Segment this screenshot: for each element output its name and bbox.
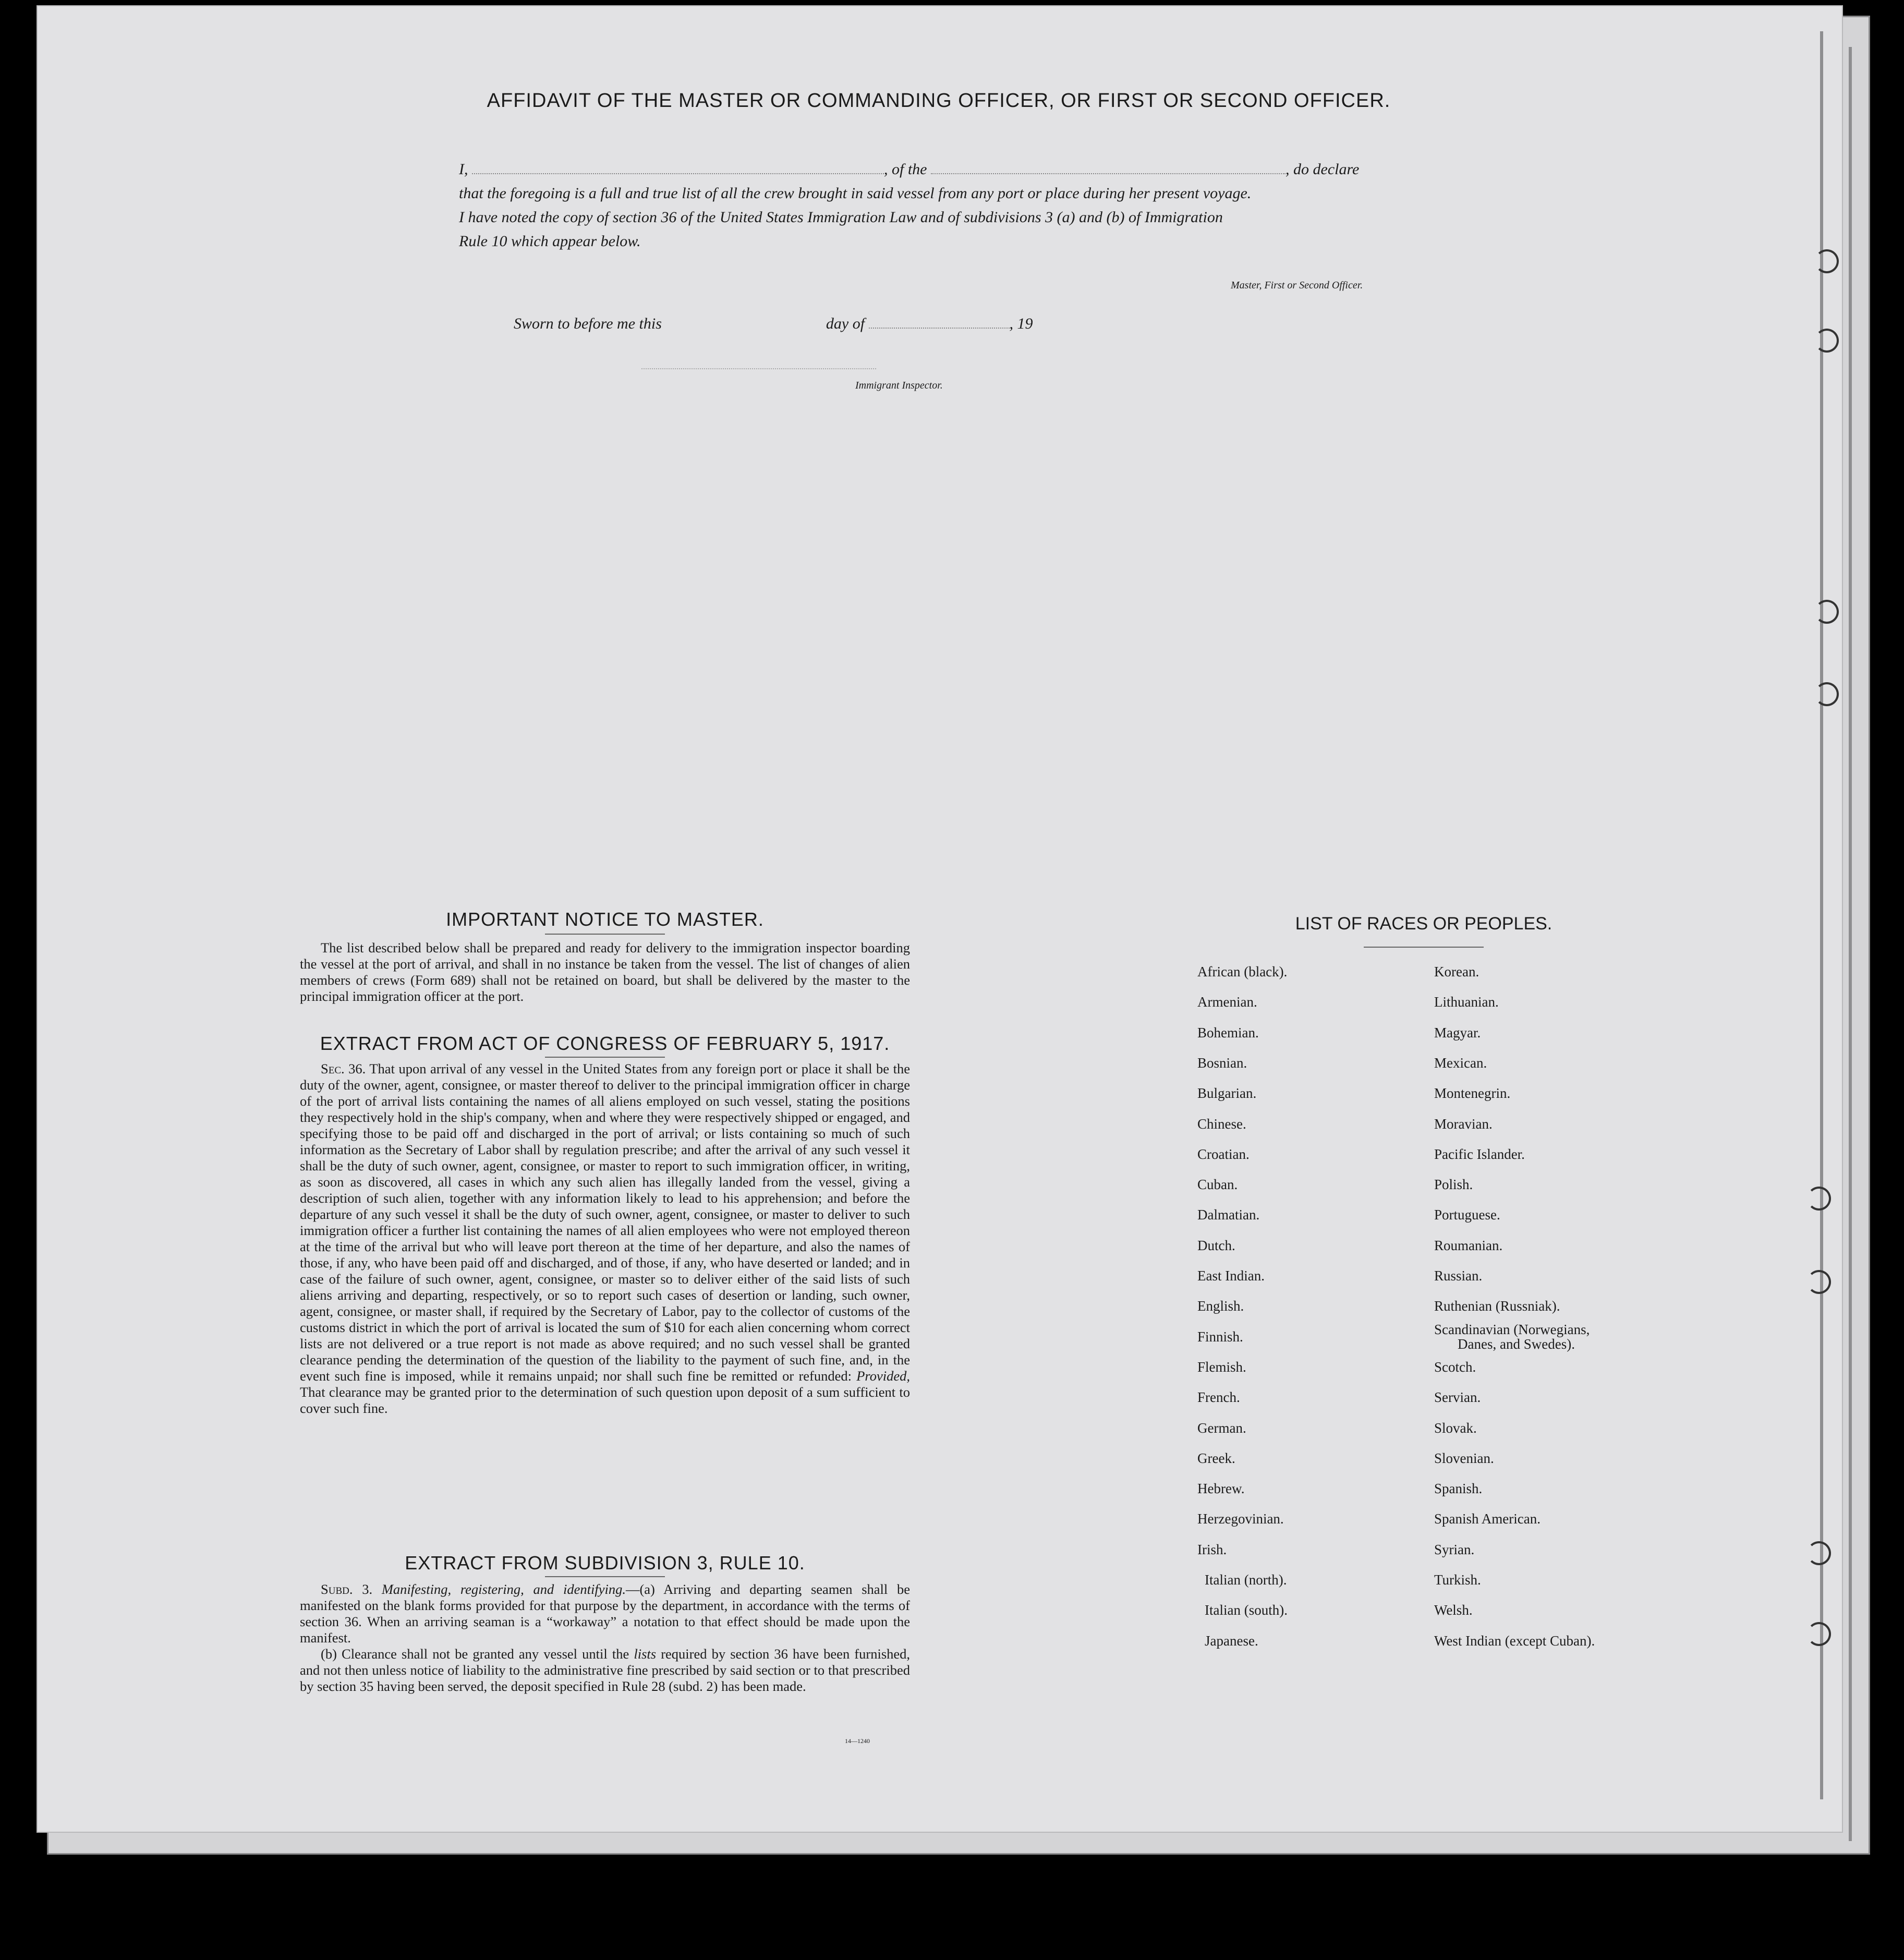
races-title: LIST OF RACES OR PEOPLES. [1295, 914, 1553, 934]
race-item: Bosnian. [1197, 1055, 1247, 1071]
rule-extract-section [300, 1552, 911, 1745]
binder-hole-icon [1807, 1541, 1831, 1565]
binder-hole-icon [1815, 329, 1839, 353]
sworn-line [514, 312, 1139, 336]
race-item: Roumanian. [1434, 1238, 1503, 1253]
race-item: East Indian. [1197, 1268, 1265, 1284]
proviso-label: Provided, [856, 1368, 910, 1384]
para-a-text: —(a) Arriving and departing seamen shall be manifested on the blank forms provided for that purpose by the department, in accordance with the terms of section 36. When an arriving seaman is a “workaway” a notation to that effect should be made upon the manifest. [300, 1581, 910, 1646]
race-item: Herzegovinian. [1197, 1511, 1284, 1527]
race-item: Spanish American. [1434, 1511, 1541, 1527]
rule-para-b [300, 1646, 910, 1695]
race-item: Cuban. [1197, 1177, 1238, 1192]
inspector-signature-blank [641, 368, 876, 369]
race-item: Italian (south). [1205, 1602, 1288, 1618]
race-item: Servian. [1434, 1389, 1481, 1405]
signature-caption: Master, First or Second Officer. [1231, 280, 1363, 291]
rule-extract-title: EXTRACT FROM SUBDIVISION 3, RULE 10. [405, 1552, 805, 1574]
race-item: Italian (north). [1205, 1572, 1287, 1588]
race-item: Dutch. [1197, 1238, 1235, 1253]
subdivision-heading: Manifesting, registering, and identifying. [381, 1581, 626, 1597]
race-item: Welsh. [1434, 1602, 1473, 1618]
divider [545, 1576, 665, 1577]
race-item: Scandinavian (Norwegians, [1434, 1322, 1590, 1337]
form-number: 14—1240 [845, 1737, 870, 1745]
race-item: Mexican. [1434, 1055, 1487, 1071]
binder-hole-icon [1807, 1622, 1831, 1646]
race-item: Ruthenian (Russniak). [1434, 1298, 1560, 1314]
inspector-caption: Immigrant Inspector. [855, 380, 943, 391]
section-label: Sec. 36. [321, 1061, 366, 1076]
vessel-blank [931, 165, 1285, 174]
race-item: West Indian (except Cuban). [1434, 1633, 1595, 1649]
day-of-text: day of [826, 315, 865, 332]
para-b-start: (b) Clearance shall not be granted any vessel until the [321, 1646, 629, 1662]
act-extract-title: EXTRACT FROM ACT OF CONGRESS OF FEBRUARY 5, 1917. [320, 1033, 890, 1054]
race-item: Pacific Islander. [1434, 1146, 1525, 1162]
race-item: German. [1197, 1420, 1246, 1436]
binder-hole-icon [1807, 1270, 1831, 1294]
race-item-continuation: Danes, and Swedes). [1458, 1336, 1575, 1352]
race-item: Dalmatian. [1197, 1207, 1260, 1223]
race-item: Polish. [1434, 1177, 1473, 1192]
binder-hole-icon [1815, 600, 1839, 624]
affidavit-first-line [459, 158, 1465, 182]
affidavit-of-the: , of the [884, 161, 927, 178]
sheet-edge-line [1820, 31, 1823, 1799]
rule-para-a [300, 1581, 910, 1646]
race-item: Bulgarian. [1197, 1085, 1257, 1101]
name-blank [472, 165, 884, 174]
divider [1364, 947, 1484, 948]
year-text: , 19 [1009, 315, 1033, 332]
race-item: Slovenian. [1434, 1450, 1494, 1466]
binder-hole-icon [1815, 682, 1839, 706]
race-item: African (black). [1197, 964, 1288, 979]
affidavit-line-2: that the foregoing is a full and true list of all the crew brought in said vessel from any port or place during her present voyage. [459, 185, 1252, 202]
race-item: Bohemian. [1197, 1025, 1259, 1041]
race-item: Magyar. [1434, 1025, 1481, 1041]
sheet-edge-line-outer [1849, 47, 1852, 1841]
race-item: Irish. [1197, 1542, 1227, 1557]
binder-hole-icon [1815, 249, 1839, 273]
race-item: Armenian. [1197, 994, 1257, 1010]
month-blank [869, 319, 1010, 329]
race-item: Moravian. [1434, 1116, 1493, 1132]
subdivision-label: Subd. 3. [321, 1581, 373, 1597]
race-item: Greek. [1197, 1450, 1235, 1466]
race-item: Finnish. [1197, 1329, 1243, 1345]
notice-title: IMPORTANT NOTICE TO MASTER. [446, 909, 764, 930]
affidavit-line-3: I have noted the copy of section 36 of the United States Immigration Law and of subdivisions 3 (a) and (b) of Immigration [459, 209, 1223, 226]
act-extract-text [300, 1061, 910, 1417]
race-item: Russian. [1434, 1268, 1483, 1284]
para-b-end: required by section 36 have been furnished, and not then unless notice of liability to the administrative fine prescribed by said section or to that prescribed by section 35 having been served, the deposit specified in Rule 28 (subd. 2) has been made. [300, 1646, 911, 1694]
race-item: Slovak. [1434, 1420, 1477, 1436]
notice-text [300, 940, 910, 1005]
race-item: Chinese. [1197, 1116, 1246, 1132]
race-item: Montenegrin. [1434, 1085, 1511, 1101]
race-item: Croatian. [1197, 1146, 1250, 1162]
binder-hole-icon [1807, 1187, 1831, 1211]
para-b-lists: lists [634, 1646, 657, 1662]
race-item: Korean. [1434, 964, 1479, 979]
act-extract-section [300, 1033, 910, 1417]
race-item: Flemish. [1197, 1359, 1246, 1375]
affidavit-i: I, [459, 161, 468, 178]
sworn-text: Sworn to before me this [514, 315, 662, 332]
divider [545, 1057, 665, 1058]
race-item: Turkish. [1434, 1572, 1481, 1588]
race-item: Portuguese. [1434, 1207, 1500, 1223]
divider [545, 934, 665, 935]
affidavit-title: AFFIDAVIT OF THE MASTER OR COMMANDING OFFICER, OR FIRST OR SECOND OFFICER. [487, 90, 1391, 112]
race-item: English. [1197, 1298, 1244, 1314]
race-item: Spanish. [1434, 1481, 1483, 1496]
race-item: Scotch. [1434, 1359, 1476, 1375]
race-item: Japanese. [1205, 1633, 1258, 1649]
notice-body: The list described below shall be prepared and ready for delivery to the immigration inspector boarding the vessel at the port of arrival, and shall in no instance be taken from the vessel. The list of changes of alien members of crews (Form 689) shall not be retained on board, but shall be delivered by the master to the principal immigration officer at the port. [300, 940, 910, 1004]
affidavit-line-4: Rule 10 which appear below. [459, 233, 641, 250]
race-item: Syrian. [1434, 1542, 1475, 1557]
notice-section [300, 909, 910, 1005]
race-item: French. [1197, 1389, 1240, 1405]
act-extract-body: That upon arrival of any vessel in the United States from any foreign port or place it shall be the duty of the owner, agent, consignee, or master thereof to deliver to the principal immigration officer in charge of the port of arrival lists containing the names of all aliens employed on such vessel, stating the positions they respectively hold in the ship's company, when and where they were respectively shipped or engaged, and specifying those to be paid off and discharged in the port of arrival; or lists containing so much of such information as the Secretary of Labor shall by regulation prescribe; and after the arrival of any such vessel it shall be the duty of such owner, agent, consignee, or master to report to such immigration officer, in writing, as soon as discovered, all cases in which any such alien has illegally landed from the vessel, giving a description of such alien, together with any information likely to lead to his apprehension; and before the departure of any such vessel it shall be the duty of such owner, agent, consignee, or master to deliver to such immigration officer a further list containing the names of all alien employees who were not employed thereon at the time of the arrival but who will leave port thereon at the time of her departure, and also the names of those, if any, who have been paid off and discharged, and of those, if any, who have deserted or landed; and in case of the failure of such owner, agent, consignee, or master so to deliver either of the said lists of such aliens arriving and departing, respectively, or so to report such cases of desertion or landing, such owner, agent, consignee, or master shall, if required by the Secretary of Labor, pay to the collector of customs of the customs district in which the port of arrival is located the sum of $10 for each alien concerning whom correct lists are not delivered or a true report is not made as above required; and no such vessel shall be granted clearance pending the determination of the question of the liability to the payment of such fine, and, in the event such fine is imposed, while it remains unpaid; nor shall such fine be remitted or refunded: [300, 1061, 910, 1384]
affidavit-declare: , do declare [1285, 161, 1360, 178]
race-item: Lithuanian. [1434, 994, 1499, 1010]
race-item: Hebrew. [1197, 1481, 1245, 1496]
proviso-text: That clearance may be granted prior to the determination of such question upon deposit of a sum sufficient to cover such fine. [300, 1384, 910, 1416]
